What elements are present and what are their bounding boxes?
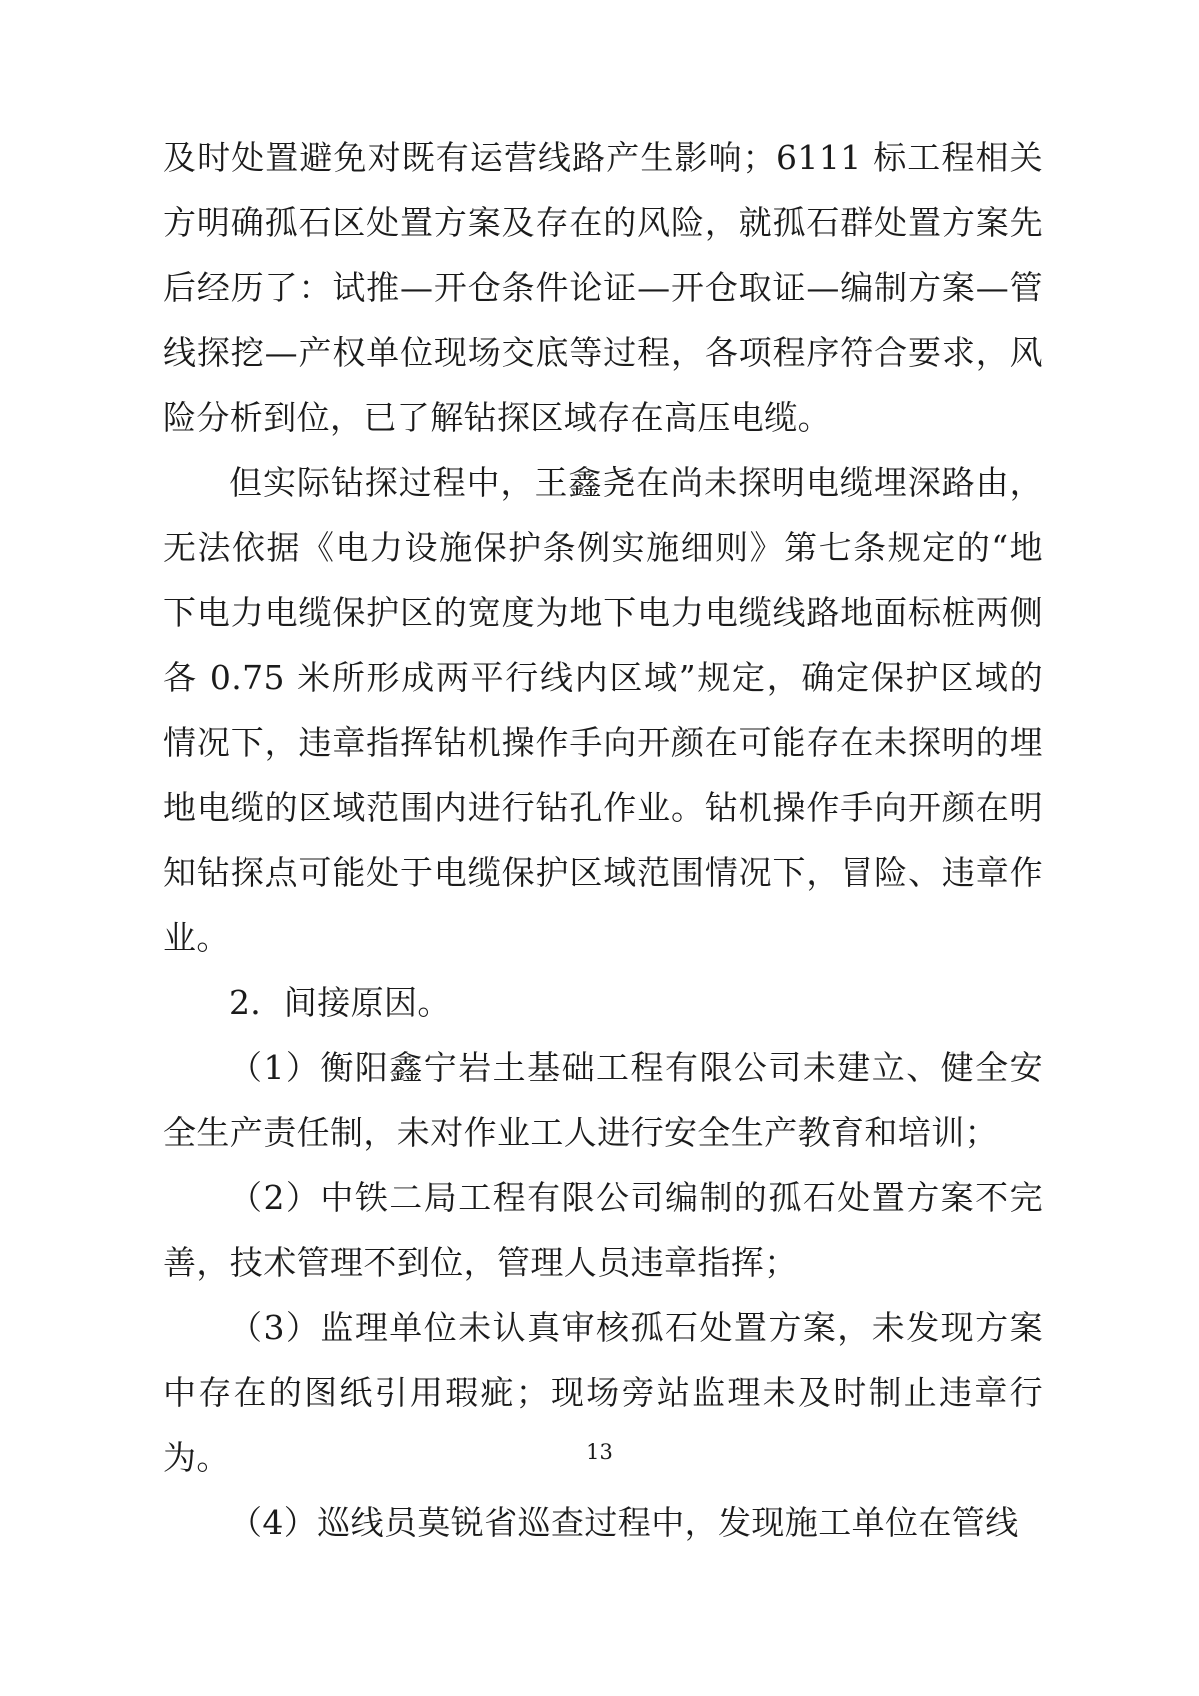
paragraph-item-1: （1）衡阳鑫宁岩土基础工程有限公司未建立、健全安全生产责任制，未对作业工人进行安全生产教育和培训； (163, 1048, 1043, 1152)
page-number: 13 (586, 1440, 613, 1464)
paragraph: 及时处置避免对既有运营线路产生影响；6111 标工程相关方明确孤石区处置方案及存在的风险，就孤石群处置方案先后经历了：试推—开仓条件论证—开仓取证—编制方案—管线探挖—产权单位现场交底等过程，各项程序符合要求，风险分析到位，已了解钻探区域存在高压电缆。 (163, 138, 1043, 437)
paragraph: 但实际钻探过程中，王鑫尧在尚未探明电缆埋深路由，无法依据《电力设施保护条例实施细则》第七条规定的“地下电力电缆保护区的宽度为地下电力电缆线路地面标桩两侧各 0.75 米所形成两平行线内区域”规定，确定保护区域的情况下，违章指挥钻机操作手向开颜在可能存在未探明的埋地电缆的区域范围内进行钻孔作业。钻机操作手向开颜在明知钻探点可能处于电缆保护区域范围情况下，冒险、违章作业。 (163, 463, 1043, 957)
paragraph-item-4: （4）巡线员莫锐省巡查过程中，发现施工单位在管线 (229, 1503, 1019, 1542)
page-body (163, 125, 1043, 1555)
paragraph-item-2: （2）中铁二局工程有限公司编制的孤石处置方案不完善，技术管理不到位，管理人员违章指挥； (163, 1178, 1043, 1282)
paragraph-item-3: （3）监理单位未认真审核孤石处置方案，未发现方案中存在的图纸引用瑕疵；现场旁站监理未及时制止违章行为。 (163, 1308, 1043, 1477)
paragraph-heading-indirect-causes: 2．间接原因。 (229, 983, 451, 1022)
